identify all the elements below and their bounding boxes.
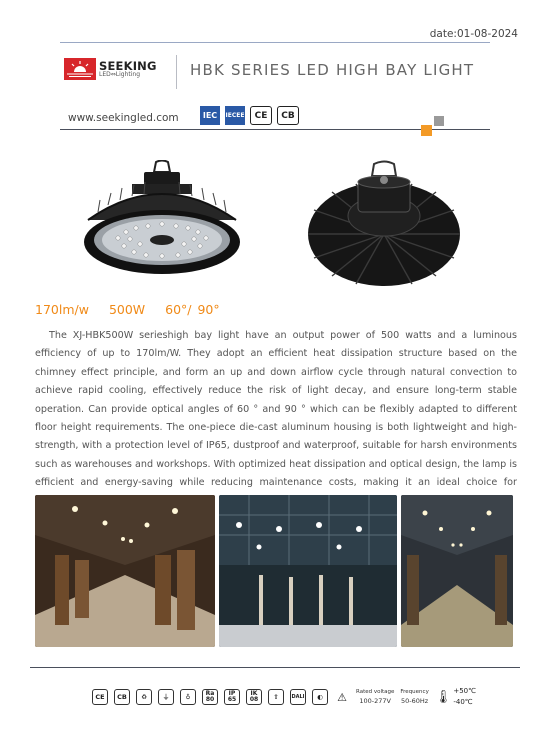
warning-icon: ⚠ — [337, 690, 347, 704]
temp-low: -40℃ — [453, 698, 473, 706]
iecee-logo-icon: IECEE — [225, 106, 245, 125]
cb-mark-icon: CB — [114, 689, 130, 705]
ra-value: 80 — [205, 696, 215, 703]
header-top-divider — [60, 42, 490, 43]
installation-icon: ⇧ — [268, 689, 284, 705]
ce-logo-icon: CE — [250, 106, 272, 125]
brand-logo-icon — [64, 58, 96, 80]
frequency-info — [400, 688, 428, 706]
ik-value: 08 — [249, 696, 259, 703]
application-photo-factory — [219, 495, 397, 647]
ip-rating-icon — [224, 689, 240, 705]
footer-divider — [30, 667, 520, 668]
website-link[interactable]: www.seekingled.com — [68, 112, 179, 124]
brand-logo — [64, 58, 174, 80]
document-date: date:01-08-2024 — [429, 28, 518, 40]
ik-rating-icon — [246, 689, 262, 705]
ra-icon — [202, 689, 218, 705]
application-photo-warehouse — [35, 495, 215, 647]
cb-logo-icon: CB — [277, 106, 299, 125]
ce-mark-icon: CE — [92, 689, 108, 705]
temp-high: +50℃ — [453, 687, 476, 695]
thermometer-icon: 🌡 — [434, 689, 452, 705]
header-vertical-divider — [176, 55, 177, 89]
key-specifications — [35, 302, 234, 317]
decor-gray-square — [434, 116, 444, 126]
product-image-front — [78, 160, 246, 278]
frequency-label: Frequency — [400, 689, 429, 695]
rohs-icon: ♁ — [180, 689, 196, 705]
product-image-top — [304, 160, 464, 290]
recycle-icon: ♻ — [136, 689, 152, 705]
iec-logo-icon: IEC — [200, 106, 220, 125]
brand-name: SEEKING — [99, 59, 157, 73]
brand-subtitle: LED⇔Lighting — [99, 71, 141, 78]
application-photos — [35, 495, 513, 647]
page-title: HBK SERIES LED HIGH BAY LIGHT — [190, 61, 475, 79]
dimming-icon: ◐ — [312, 689, 328, 705]
spec-efficacy: 170lm/w — [35, 302, 89, 317]
spec-beam-angle: 60°/ 90° — [165, 302, 220, 317]
footer-feature-icons — [92, 686, 476, 708]
certification-logos — [200, 106, 299, 126]
rated-voltage-value: 100-277V — [359, 697, 391, 705]
rated-voltage-info — [356, 688, 394, 706]
product-description: The XJ-HBK500W serieshigh bay light have an output power of 500 watts and a luminous efficiency of up to 170lm/W. They adopt an efficient heat dissipation structure based on the chimney effect principle, and form an up and down airflow cycle through natural convection to achieve rapid cooling, effectively reduce the risk of light decay, and ensure long-term stable operation. Can provide optical angles of 60 ° and 90 ° which can be flexibly adapted to different floor height requirements. The one-piece die-cast aluminum housing is both lightweight and high-strength, with a protection level of IP65, dustproof and waterproof, suitable for harsh environments such as warehouses and workshops. With optimized heat dissipation and optical design, the lamp is efficient and energy-saving while reducing maintenance costs, making it an ideal choice for — [35, 330, 517, 489]
spec-power: 500W — [108, 302, 146, 317]
class-one-icon: ⏚ — [158, 689, 174, 705]
ra-label: Ra — [205, 690, 215, 697]
dali-icon: DALI — [290, 689, 306, 705]
temperature-range — [435, 686, 476, 708]
ik-label: IK — [250, 690, 258, 697]
ip-value: 65 — [227, 696, 237, 703]
frequency-value: 50-60Hz — [401, 697, 429, 705]
ip-label: IP — [228, 690, 236, 697]
application-photo-hall — [401, 495, 513, 647]
decor-orange-square — [421, 125, 432, 136]
rated-voltage-label: Rated voltage — [356, 689, 395, 695]
